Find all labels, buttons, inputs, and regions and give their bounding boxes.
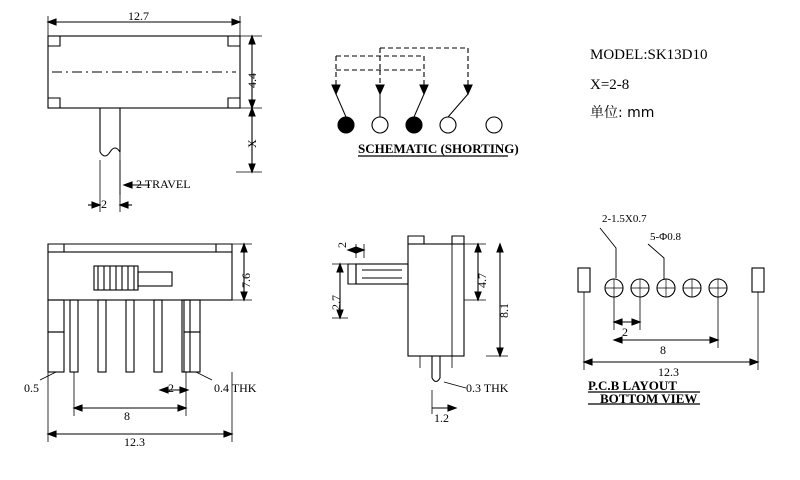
front-view-pin-thk-label: 0.4 THK xyxy=(214,381,257,395)
top-view-lever-width-label: 2 xyxy=(101,197,107,211)
model-label: MODEL:SK13D10 xyxy=(590,47,708,63)
front-view-pin-span-label: 8 xyxy=(124,409,130,423)
side-view-body-height-label: 4.7 xyxy=(475,273,489,288)
side-view-total-height-label: 8.1 xyxy=(497,303,511,318)
pcb-slot-note: 2-1.5X0.7 xyxy=(602,213,647,225)
pcb-total-label: 12.3 xyxy=(658,365,679,379)
schematic-caption: SCHEMATIC (SHORTING) xyxy=(358,141,519,156)
pcb-caption-line2: BOTTOM VIEW xyxy=(600,391,698,406)
side-view-lever-thk-label: 2 xyxy=(335,242,349,248)
pcb-pitch-label: 2 xyxy=(622,325,628,339)
top-view-width-label: 12.7 xyxy=(128,9,149,23)
front-view-pin-left-label: 0.5 xyxy=(24,381,39,395)
pcb-hole-note: 5-Φ0.8 xyxy=(650,231,681,243)
travel-spec-label: X=2-8 xyxy=(590,77,630,93)
pcb-caption-line1: P.C.B LAYOUT xyxy=(588,378,677,393)
front-view-total-width-label: 12.3 xyxy=(124,435,145,449)
front-view-pin-pitch-label: 2 xyxy=(168,381,174,395)
side-view-pin-width-label: 1.2 xyxy=(434,411,449,425)
top-view-height-label: 4.4 xyxy=(245,73,259,88)
side-view-pin-thk-label: 0.3 THK xyxy=(466,381,509,395)
pcb-span-label: 8 xyxy=(660,343,666,357)
side-view-lever-height-label: 2.7 xyxy=(329,295,343,310)
front-view-body-height-label: 7.6 xyxy=(239,273,253,288)
top-view-travel-label: 2 TRAVEL xyxy=(136,177,191,191)
top-view-lever-label: X xyxy=(245,139,259,148)
units-label: 单位: mm xyxy=(590,105,655,121)
